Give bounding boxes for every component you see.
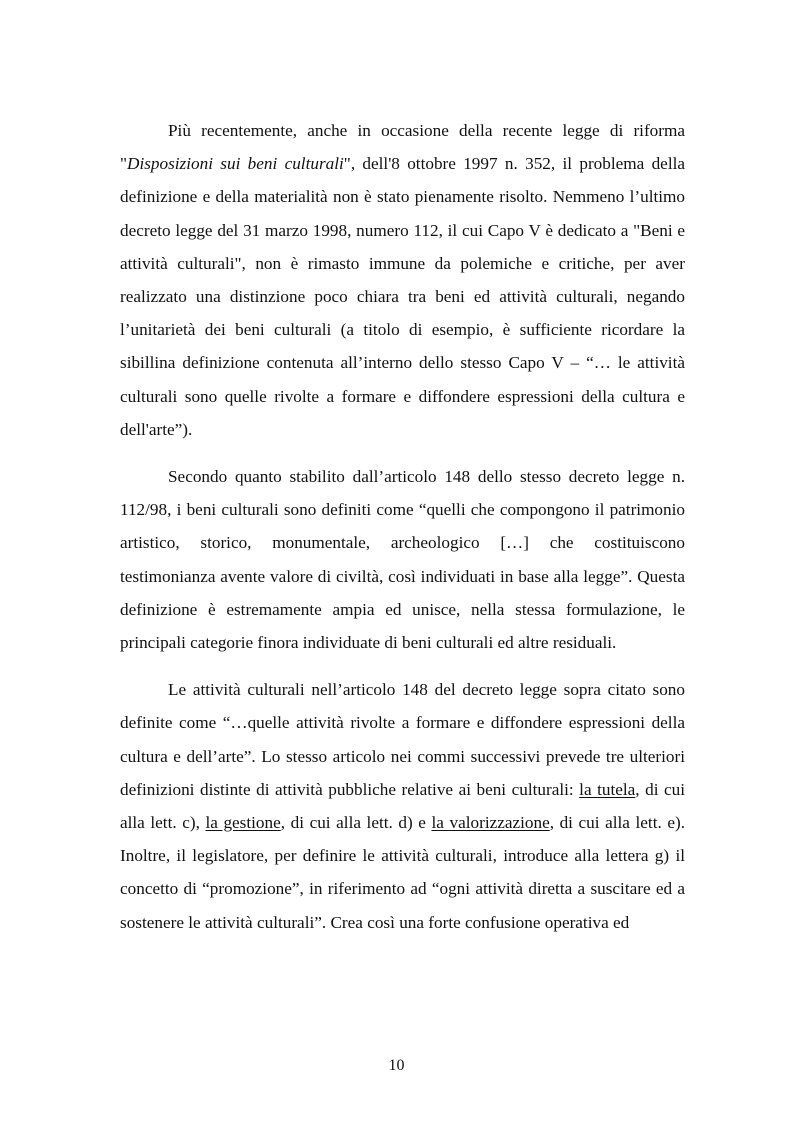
paragraph-1-text-b: ", dell'8 ottobre 1997 n. 352, il problema della definizione e della materialità non è stato pienamente risolto. Nemmeno l’ultimo decreto legge del 31 marzo 1998, numero 112, il cui Capo V è dedicato a "Beni e attività culturali", non è rimasto immune da polemiche e critiche, per aver realizzato una distinzione poco chiara tra beni ed attività culturali, negando l’unitarietà dei beni culturali (a titolo di esempio, è sufficiente ricordare la sibillina definizione contenuta all’interno dello stesso Capo V – “… le attività culturali sono quelle rivolte a formare e diffondere espressioni della cultura e dell'arte”). [120,154,685,439]
underlined-term-gestione: la gestione [205,813,281,833]
paragraph-3-text-d: , di cui alla lett. e). Inoltre, il legislatore, per definire le attività culturali, introduce alla lettera g) il concetto di “promozione”, in riferimento ad “ogni attività diretta a suscitare ed a sostenere le attività culturali”. Crea così una forte confusione operativa ed [120,813,685,932]
paragraph-3-text-b: , di cui alla lett. c), [120,779,685,833]
paragraph-3-text-a: Le attività culturali nell’articolo 148 del decreto legge sopra citato sono definite come “…quelle attività rivolte a formare e diffondere espressioni della cultura e dell’arte”. Lo stesso articolo nei commi successivi prevede tre ulteriori definizioni distinte di attività pubbliche relative ai beni culturali: [120,680,685,799]
underlined-term-tutela: la tutela [579,779,636,799]
page-number: 10 [388,1057,405,1074]
paragraph-1 [120,114,685,446]
document-body [120,114,685,939]
paragraph-3 [120,673,685,939]
paragraph-2-text: Secondo quanto stabilito dall’articolo 148 dello stesso decreto legge n. 112/98, i beni culturali sono definiti come “quelli che compongono il patrimonio artistico, storico, monumentale, archeologico […] che costituiscono testimonianza avente valore di civiltà, così individuati in base alla legge”. Questa definizione è estremamente ampia ed unisce, nella stessa formulazione, le principali categorie finora individuate di beni culturali ed altre residuali. [120,467,685,653]
underlined-term-valorizzazione: la valorizzazione [431,813,550,833]
paragraph-1-italic-title: Disposizioni sui beni culturali [127,154,344,174]
paragraph-1-text-a: Più recentemente, anche in occasione della recente legge di riforma " [120,121,685,174]
paragraph-3-text-c: , di cui alla lett. d) e [280,813,432,833]
paragraph-2 [120,460,685,659]
